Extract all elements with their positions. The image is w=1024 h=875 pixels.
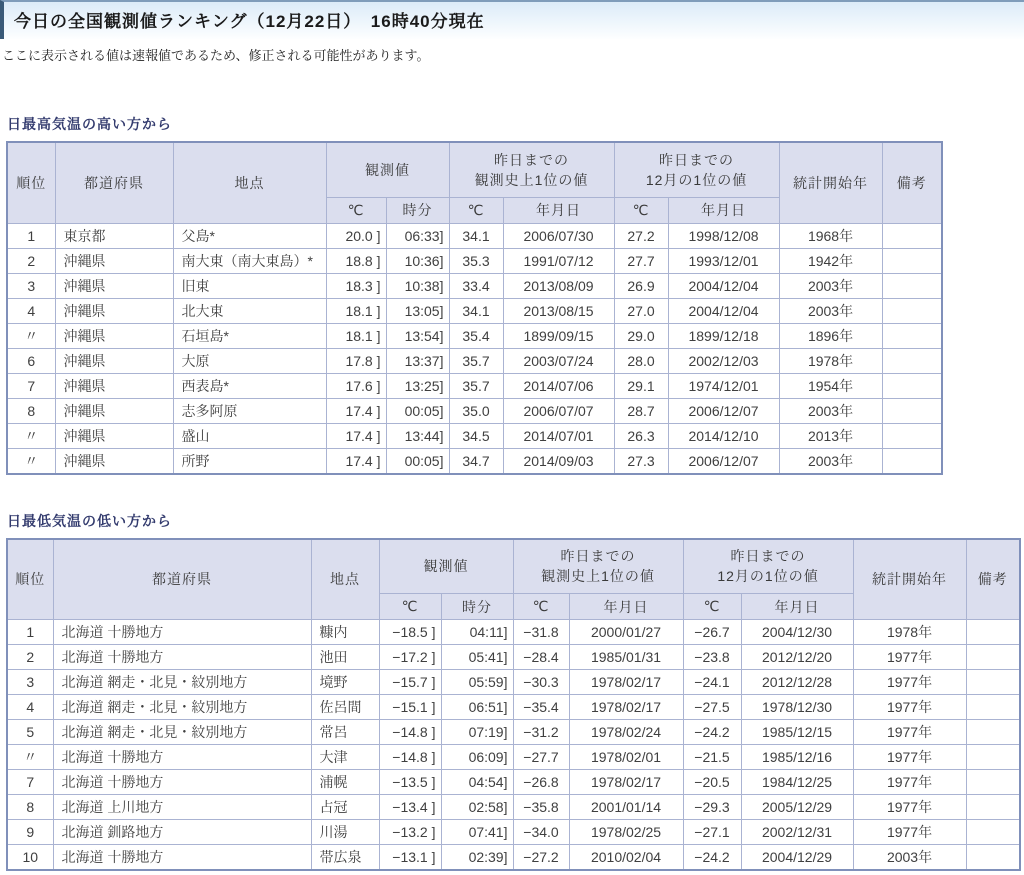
cell [966, 720, 1020, 745]
cell: −21.5 [683, 745, 741, 770]
cell: 2001/01/14 [569, 795, 683, 820]
cell: 4 [7, 298, 55, 323]
cell [882, 448, 942, 474]
subheader-date: 年月日 [741, 594, 853, 620]
cell: −15.1 ] [379, 695, 441, 720]
cell: 17.4 ] [326, 448, 386, 474]
page-title: 今日の全国観測値ランキング（12月22日） 16時40分現在 [0, 0, 1024, 39]
cell: −20.5 [683, 770, 741, 795]
table-row [7, 273, 942, 298]
daily-max-temp-rows [7, 223, 942, 474]
cell: −14.8 ] [379, 745, 441, 770]
cell: 2012/12/20 [741, 645, 853, 670]
cell: −23.8 [683, 645, 741, 670]
cell: 1968年 [779, 223, 882, 248]
cell: 1978/12/30 [741, 695, 853, 720]
table-row [7, 845, 1020, 871]
cell: 北海道 上川地方 [53, 795, 311, 820]
cell: 〃 [7, 423, 55, 448]
cell: 〃 [7, 448, 55, 474]
cell: 1998/12/08 [668, 223, 779, 248]
cell: 1978/02/01 [569, 745, 683, 770]
cell: 17.8 ] [326, 348, 386, 373]
cell: 18.1 ] [326, 298, 386, 323]
cell: 02:58] [441, 795, 513, 820]
col-header-remarks: 備考 [882, 142, 942, 223]
cell: 2013/08/09 [503, 273, 614, 298]
cell: 1977年 [853, 720, 966, 745]
cell: 26.9 [614, 273, 668, 298]
cell: 2000/01/27 [569, 620, 683, 645]
cell: 2012/12/28 [741, 670, 853, 695]
cell: 29.1 [614, 373, 668, 398]
cell: 06:51] [441, 695, 513, 720]
cell [966, 620, 1020, 645]
cell: 00:05] [386, 448, 449, 474]
cell: −24.2 [683, 720, 741, 745]
cell [882, 398, 942, 423]
cell: 1977年 [853, 645, 966, 670]
cell: 07:19] [441, 720, 513, 745]
cell: 8 [7, 398, 55, 423]
col-header-station: 地点 [311, 539, 379, 620]
cell: 1985/12/16 [741, 745, 853, 770]
cell: 2003年 [779, 298, 882, 323]
subheader-celsius: ℃ [513, 594, 569, 620]
cell: 35.4 [449, 323, 503, 348]
cell: 2 [7, 248, 55, 273]
table-row [7, 670, 1020, 695]
table-row [7, 820, 1020, 845]
cell: 常呂 [311, 720, 379, 745]
cell: 34.7 [449, 448, 503, 474]
cell: 1978/02/25 [569, 820, 683, 845]
cell: 28.0 [614, 348, 668, 373]
cell: 27.3 [614, 448, 668, 474]
col-header-prefecture: 都道府県 [55, 142, 173, 223]
daily-min-temp-rows [7, 620, 1020, 871]
cell: 2006/07/30 [503, 223, 614, 248]
cell: −28.4 [513, 645, 569, 670]
subheader-celsius: ℃ [614, 197, 668, 223]
cell: 沖縄県 [55, 448, 173, 474]
cell: 04:11] [441, 620, 513, 645]
cell: 1977年 [853, 820, 966, 845]
cell: 6 [7, 348, 55, 373]
cell: 04:54] [441, 770, 513, 795]
cell: −15.7 ] [379, 670, 441, 695]
cell: −30.3 [513, 670, 569, 695]
table-row [7, 745, 1020, 770]
cell: −24.1 [683, 670, 741, 695]
cell [882, 348, 942, 373]
table-row [7, 348, 942, 373]
cell: 占冠 [311, 795, 379, 820]
cell: 5 [7, 720, 53, 745]
cell: 1985/12/15 [741, 720, 853, 745]
cell: 18.1 ] [326, 323, 386, 348]
cell: 1984/12/25 [741, 770, 853, 795]
cell: 2002/12/31 [741, 820, 853, 845]
cell: 2002/12/03 [668, 348, 779, 373]
cell [966, 745, 1020, 770]
cell: 2003年 [853, 845, 966, 871]
cell: 沖縄県 [55, 273, 173, 298]
col-header-observed: 観測値 [379, 539, 513, 594]
cell: 1993/12/01 [668, 248, 779, 273]
col-header-record-december: 昨日までの 12月の1位の値 [614, 142, 779, 197]
cell: 3 [7, 670, 53, 695]
cell: 13:25] [386, 373, 449, 398]
cell: 9 [7, 820, 53, 845]
cell: 2 [7, 645, 53, 670]
cell: 28.7 [614, 398, 668, 423]
cell: 1977年 [853, 770, 966, 795]
cell: 大原 [173, 348, 326, 373]
cell: 2006/12/07 [668, 448, 779, 474]
cell: 17.4 ] [326, 398, 386, 423]
cell: 2006/12/07 [668, 398, 779, 423]
cell: 1978年 [853, 620, 966, 645]
cell: 西表島* [173, 373, 326, 398]
cell: 2003年 [779, 448, 882, 474]
cell: 2013年 [779, 423, 882, 448]
cell [882, 373, 942, 398]
cell: 〃 [7, 323, 55, 348]
cell [882, 223, 942, 248]
cell: 池田 [311, 645, 379, 670]
cell [966, 695, 1020, 720]
cell: 東京都 [55, 223, 173, 248]
table-row [7, 298, 942, 323]
cell [966, 795, 1020, 820]
subheader-celsius: ℃ [683, 594, 741, 620]
cell: 1977年 [853, 745, 966, 770]
cell: 2014/09/03 [503, 448, 614, 474]
col-header-remarks: 備考 [966, 539, 1020, 620]
cell: 北海道 十勝地方 [53, 770, 311, 795]
subheader-celsius: ℃ [379, 594, 441, 620]
cell: 志多阿原 [173, 398, 326, 423]
cell: 00:05] [386, 398, 449, 423]
cell: 1978/02/24 [569, 720, 683, 745]
col-header-stats-start-year: 統計開始年 [853, 539, 966, 620]
notice-text: ここに表示される値は速報値であるため、修正される可能性があります。 [2, 48, 430, 63]
cell: 沖縄県 [55, 323, 173, 348]
table-row [7, 695, 1020, 720]
cell: 26.3 [614, 423, 668, 448]
col-header-record-all-time: 昨日までの 観測史上1位の値 [449, 142, 614, 197]
cell: 1978/02/17 [569, 695, 683, 720]
cell: 盛山 [173, 423, 326, 448]
cell: 2014/07/06 [503, 373, 614, 398]
cell: −24.2 [683, 845, 741, 871]
table-row [7, 795, 1020, 820]
cell: 2013/08/15 [503, 298, 614, 323]
cell: 〃 [7, 745, 53, 770]
cell: −35.4 [513, 695, 569, 720]
table-row [7, 373, 942, 398]
cell: −26.7 [683, 620, 741, 645]
cell: −27.5 [683, 695, 741, 720]
cell: 1977年 [853, 670, 966, 695]
table-row [7, 645, 1020, 670]
cell: 佐呂間 [311, 695, 379, 720]
cell: 05:59] [441, 670, 513, 695]
cell: 北海道 十勝地方 [53, 845, 311, 871]
cell: 2003年 [779, 273, 882, 298]
cell: 帯広泉 [311, 845, 379, 871]
cell: 北海道 十勝地方 [53, 620, 311, 645]
cell: 旧東 [173, 273, 326, 298]
cell [882, 298, 942, 323]
section-title-daily-max: 日最高気温の高い方から [7, 116, 172, 132]
cell: −14.8 ] [379, 720, 441, 745]
cell: 大津 [311, 745, 379, 770]
cell: 2003年 [779, 398, 882, 423]
subheader-time: 時分 [441, 594, 513, 620]
section-title-daily-min: 日最低気温の低い方から [7, 512, 172, 529]
daily-min-temp-table [6, 538, 1021, 872]
cell: −13.1 ] [379, 845, 441, 871]
cell: 34.5 [449, 423, 503, 448]
cell: 沖縄県 [55, 248, 173, 273]
cell: 2004/12/04 [668, 273, 779, 298]
cell: 1942年 [779, 248, 882, 273]
cell: 10:36] [386, 248, 449, 273]
cell: 17.6 ] [326, 373, 386, 398]
table-row [7, 323, 942, 348]
cell: 18.3 ] [326, 273, 386, 298]
cell: 05:41] [441, 645, 513, 670]
cell: 1 [7, 223, 55, 248]
cell: −26.8 [513, 770, 569, 795]
cell: 南大東（南大東島）* [173, 248, 326, 273]
cell [966, 670, 1020, 695]
cell: 2005/12/29 [741, 795, 853, 820]
subheader-date: 年月日 [503, 197, 614, 223]
daily-max-temp-header [7, 142, 942, 223]
cell: −27.1 [683, 820, 741, 845]
cell: 沖縄県 [55, 373, 173, 398]
cell: 13:37] [386, 348, 449, 373]
cell: 沖縄県 [55, 423, 173, 448]
cell [966, 645, 1020, 670]
cell: 沖縄県 [55, 398, 173, 423]
cell: 4 [7, 695, 53, 720]
cell: 浦幌 [311, 770, 379, 795]
cell: 1899/09/15 [503, 323, 614, 348]
cell: 3 [7, 273, 55, 298]
cell: 2004/12/29 [741, 845, 853, 871]
subheader-celsius: ℃ [326, 197, 386, 223]
daily-min-temp-header [7, 539, 1020, 620]
table-row [7, 620, 1020, 645]
cell: 川湯 [311, 820, 379, 845]
cell [882, 273, 942, 298]
cell: 8 [7, 795, 53, 820]
table-row [7, 770, 1020, 795]
cell: −35.8 [513, 795, 569, 820]
cell: 1974/12/01 [668, 373, 779, 398]
cell: 10 [7, 845, 53, 871]
table-row [7, 248, 942, 273]
cell: 29.0 [614, 323, 668, 348]
cell: 10:38] [386, 273, 449, 298]
cell: 33.4 [449, 273, 503, 298]
cell: −27.2 [513, 845, 569, 871]
cell: 34.1 [449, 298, 503, 323]
table-row [7, 223, 942, 248]
cell: 35.7 [449, 373, 503, 398]
cell: 北海道 十勝地方 [53, 745, 311, 770]
cell: 2010/02/04 [569, 845, 683, 871]
cell: −31.2 [513, 720, 569, 745]
cell: 石垣島* [173, 323, 326, 348]
cell: 17.4 ] [326, 423, 386, 448]
cell: 06:33] [386, 223, 449, 248]
cell: 2003/07/24 [503, 348, 614, 373]
cell [882, 423, 942, 448]
cell: 2006/07/07 [503, 398, 614, 423]
cell: −17.2 ] [379, 645, 441, 670]
cell: 27.2 [614, 223, 668, 248]
table-row [7, 423, 942, 448]
cell: 27.0 [614, 298, 668, 323]
subheader-date: 年月日 [668, 197, 779, 223]
cell: 1991/07/12 [503, 248, 614, 273]
col-header-station: 地点 [173, 142, 326, 223]
cell: 所野 [173, 448, 326, 474]
cell [882, 323, 942, 348]
cell: 1978/02/17 [569, 670, 683, 695]
cell [966, 845, 1020, 871]
cell: 沖縄県 [55, 348, 173, 373]
cell: 1977年 [853, 695, 966, 720]
cell: 北大東 [173, 298, 326, 323]
cell: 06:09] [441, 745, 513, 770]
cell: −29.3 [683, 795, 741, 820]
cell: 34.1 [449, 223, 503, 248]
col-header-rank: 順位 [7, 539, 53, 620]
cell: 13:44] [386, 423, 449, 448]
cell [882, 248, 942, 273]
cell: 糠内 [311, 620, 379, 645]
cell: 35.3 [449, 248, 503, 273]
cell: 1978年 [779, 348, 882, 373]
cell: 07:41] [441, 820, 513, 845]
cell: 1899/12/18 [668, 323, 779, 348]
cell: −13.4 ] [379, 795, 441, 820]
cell: −34.0 [513, 820, 569, 845]
cell: −13.2 ] [379, 820, 441, 845]
cell: 境野 [311, 670, 379, 695]
cell: 1977年 [853, 795, 966, 820]
table-row [7, 720, 1020, 745]
col-header-record-december: 昨日までの 12月の1位の値 [683, 539, 853, 594]
cell: −18.5 ] [379, 620, 441, 645]
cell: 1 [7, 620, 53, 645]
cell: 1896年 [779, 323, 882, 348]
cell [966, 770, 1020, 795]
cell: 27.7 [614, 248, 668, 273]
cell: 13:05] [386, 298, 449, 323]
cell: 北海道 網走・北見・紋別地方 [53, 720, 311, 745]
col-header-rank: 順位 [7, 142, 55, 223]
cell: 父島* [173, 223, 326, 248]
cell: 1985/01/31 [569, 645, 683, 670]
cell: 35.7 [449, 348, 503, 373]
subheader-time: 時分 [386, 197, 449, 223]
col-header-record-all-time: 昨日までの 観測史上1位の値 [513, 539, 683, 594]
cell: 北海道 釧路地方 [53, 820, 311, 845]
table-row [7, 448, 942, 474]
cell: −31.8 [513, 620, 569, 645]
cell: 13:54] [386, 323, 449, 348]
cell: 7 [7, 770, 53, 795]
subheader-celsius: ℃ [449, 197, 503, 223]
cell: −13.5 ] [379, 770, 441, 795]
cell: 2014/12/10 [668, 423, 779, 448]
table-row [7, 398, 942, 423]
cell: 1954年 [779, 373, 882, 398]
cell: 35.0 [449, 398, 503, 423]
cell: 2014/07/01 [503, 423, 614, 448]
cell: 18.8 ] [326, 248, 386, 273]
cell: 北海道 網走・北見・紋別地方 [53, 695, 311, 720]
cell: 7 [7, 373, 55, 398]
col-header-observed: 観測値 [326, 142, 449, 197]
col-header-stats-start-year: 統計開始年 [779, 142, 882, 223]
daily-max-temp-table [6, 141, 943, 475]
subheader-date: 年月日 [569, 594, 683, 620]
cell: 2004/12/04 [668, 298, 779, 323]
cell: 北海道 十勝地方 [53, 645, 311, 670]
cell: 02:39] [441, 845, 513, 871]
cell: −27.7 [513, 745, 569, 770]
cell: 2004/12/30 [741, 620, 853, 645]
cell: 20.0 ] [326, 223, 386, 248]
cell: 1978/02/17 [569, 770, 683, 795]
col-header-prefecture: 都道府県 [53, 539, 311, 620]
cell [966, 820, 1020, 845]
cell: 北海道 網走・北見・紋別地方 [53, 670, 311, 695]
cell: 沖縄県 [55, 298, 173, 323]
